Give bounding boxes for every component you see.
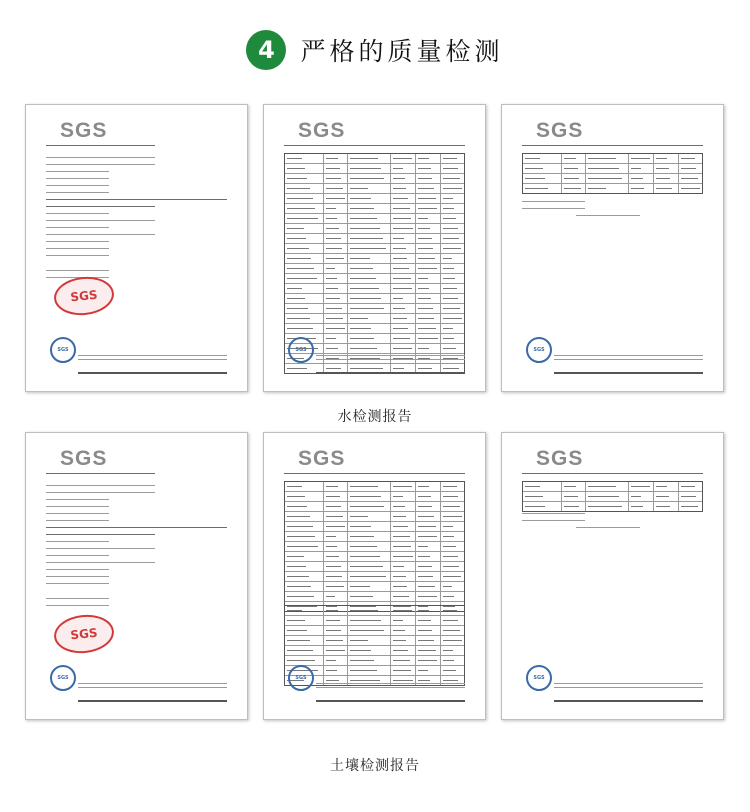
sgs-seal: SGS [526, 665, 552, 691]
sgs-logo: SGS [60, 447, 108, 470]
table-row [285, 234, 464, 244]
report-header-lines [522, 473, 703, 480]
report-footer-text [316, 355, 465, 363]
report-footer-text [316, 683, 465, 691]
table-row [285, 522, 464, 532]
table-row [523, 164, 702, 174]
sgs-seal: SGS [526, 337, 552, 363]
water-report-page-1[interactable] [25, 104, 248, 392]
report-footer-bar [78, 700, 227, 702]
inspection-stamp: SGS [52, 274, 116, 318]
table-row [285, 324, 464, 334]
sgs-logo: SGS [536, 447, 584, 470]
water-report-caption: 水检测报告 [337, 409, 413, 425]
table-row [285, 284, 464, 294]
table-row [285, 626, 464, 636]
report-header-lines [284, 145, 465, 152]
report-footer-text [554, 355, 703, 363]
report-footer-bar [316, 700, 465, 702]
report-footer-text [78, 683, 227, 691]
table-row [285, 502, 464, 512]
table-row [285, 194, 464, 204]
report-remark-lines [522, 513, 703, 534]
table-row [285, 542, 464, 552]
results-table-organic [284, 481, 465, 612]
table-row [285, 154, 464, 164]
report-footer-bar [78, 372, 227, 374]
table-row [285, 224, 464, 234]
table-row [285, 274, 464, 284]
table-row [285, 592, 464, 602]
report-footer-text [78, 355, 227, 363]
table-row [285, 164, 464, 174]
soil-report-caption: 土壤检测报告 [330, 758, 420, 774]
sgs-seal: SGS [50, 665, 76, 691]
water-report-page-2[interactable] [263, 104, 486, 392]
sgs-seal: SGS [288, 337, 314, 363]
table-row [285, 492, 464, 502]
section-number-badge: 4 [246, 30, 286, 70]
report-header-lines [46, 473, 227, 480]
report-header-lines [284, 473, 465, 480]
report-header-lines [46, 145, 227, 152]
results-table [522, 153, 703, 194]
report-footer-text [554, 683, 703, 691]
table-row [285, 254, 464, 264]
soil-report-page-2[interactable] [263, 432, 486, 720]
table-row [285, 264, 464, 274]
table-row [285, 294, 464, 304]
inspection-stamp: SGS [52, 612, 116, 656]
section-title: 严格的质量检测 [300, 37, 504, 66]
table-row [285, 304, 464, 314]
soil-report-page-1[interactable] [25, 432, 248, 720]
report-footer-bar [554, 700, 703, 702]
table-row [285, 572, 464, 582]
water-report-page-3[interactable] [501, 104, 724, 392]
report-footer-bar [554, 372, 703, 374]
table-row [285, 482, 464, 492]
sgs-logo: SGS [298, 447, 346, 470]
table-row [523, 184, 702, 193]
table-row [285, 562, 464, 572]
table-row [285, 204, 464, 214]
table-row [523, 492, 702, 502]
table-row [523, 502, 702, 511]
table-row [285, 174, 464, 184]
sgs-logo: SGS [536, 119, 584, 142]
report-footer-bar [316, 372, 465, 374]
table-row [285, 214, 464, 224]
table-row [523, 482, 702, 492]
report-info-lines [46, 485, 227, 590]
results-table [522, 481, 703, 512]
soil-report-page-3[interactable] [501, 432, 724, 720]
table-row [285, 656, 464, 666]
table-row [285, 244, 464, 254]
report-info-lines [46, 157, 227, 262]
sgs-seal: SGS [50, 337, 76, 363]
table-row [285, 552, 464, 562]
table-row [523, 174, 702, 184]
table-row [285, 646, 464, 656]
table-row [523, 154, 702, 164]
table-row [285, 582, 464, 592]
table-row [285, 314, 464, 324]
section-heading [0, 30, 750, 70]
table-row [285, 184, 464, 194]
table-row [285, 606, 464, 616]
report-remark-lines [46, 598, 227, 612]
report-remark-lines [522, 201, 703, 222]
table-row [285, 616, 464, 626]
table-row [285, 512, 464, 522]
table-row [285, 532, 464, 542]
sgs-seal: SGS [288, 665, 314, 691]
results-table [284, 153, 465, 374]
report-header-lines [522, 145, 703, 152]
sgs-logo: SGS [298, 119, 346, 142]
sgs-logo: SGS [60, 119, 108, 142]
table-row [285, 636, 464, 646]
